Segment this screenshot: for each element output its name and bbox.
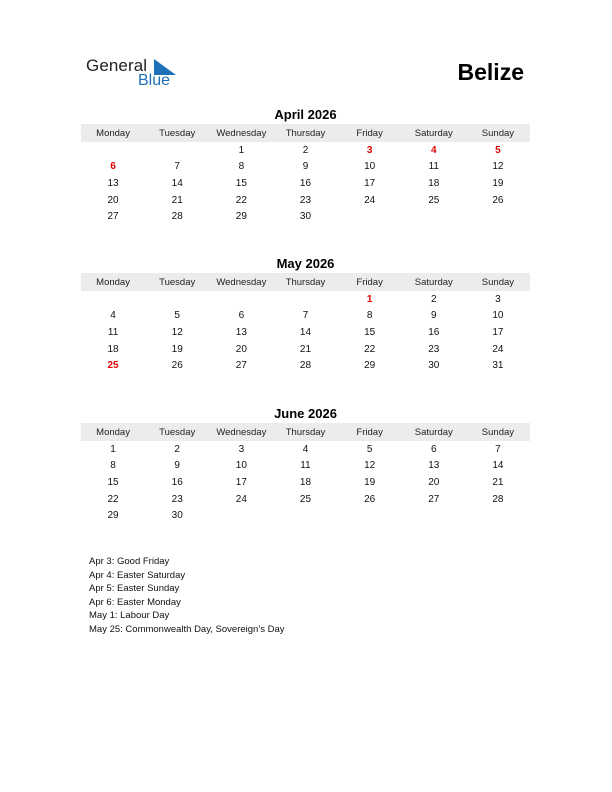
day-cell: 12 xyxy=(492,161,504,173)
day-cell: 24 xyxy=(235,493,247,505)
day-cell: 2 xyxy=(430,293,437,305)
day-cell: 12 xyxy=(171,326,183,338)
day-cell: 15 xyxy=(235,177,247,189)
day-cell: 5 xyxy=(174,310,180,322)
month-grid xyxy=(81,291,530,374)
day-cell: 28 xyxy=(171,211,183,223)
holiday-notes xyxy=(89,555,285,637)
day-cell: 23 xyxy=(428,343,440,355)
day-cell: 14 xyxy=(299,326,312,338)
day-cell: 29 xyxy=(107,510,119,522)
weekday-header xyxy=(81,273,530,291)
day-cell: 25 xyxy=(428,194,440,206)
holiday-note: Apr 6: Easter Monday xyxy=(89,596,181,608)
month-title: May 2026 xyxy=(276,256,335,271)
day-cell: 5 xyxy=(495,144,501,156)
weekday-label: Friday xyxy=(356,127,383,139)
week-row xyxy=(81,175,530,192)
weekday-label: Saturday xyxy=(414,276,453,288)
day-cell: 19 xyxy=(492,177,504,189)
day-cell: 16 xyxy=(428,326,440,338)
day-cell: 14 xyxy=(492,460,504,472)
day-cell: 28 xyxy=(492,493,504,505)
day-cell: 2 xyxy=(302,144,309,156)
day-cell: 24 xyxy=(492,343,504,355)
holiday-note: Apr 4: Easter Saturday xyxy=(89,569,186,581)
day-cell: 17 xyxy=(235,476,247,488)
day-cell: 7 xyxy=(495,443,501,455)
day-cell: 8 xyxy=(366,310,373,322)
day-cell: 2 xyxy=(174,443,180,455)
day-cell: 11 xyxy=(107,326,119,338)
day-cell: 26 xyxy=(171,360,183,372)
logo-text-general: General xyxy=(86,56,148,75)
day-cell: 22 xyxy=(235,194,247,206)
day-cell: 27 xyxy=(107,211,119,223)
week-row xyxy=(81,507,530,524)
day-cell: 10 xyxy=(364,161,376,173)
day-cell: 7 xyxy=(302,310,309,322)
day-cell: 14 xyxy=(171,177,183,189)
day-cell: 22 xyxy=(107,493,119,505)
weekday-label: Wednesday xyxy=(216,276,267,288)
week-row xyxy=(81,324,530,341)
weekday-label: Sunday xyxy=(481,127,515,139)
holiday-note: May 1: Labour Day xyxy=(89,610,170,622)
day-cell: 13 xyxy=(107,177,119,189)
weekday-label: Saturday xyxy=(414,127,453,139)
day-cell: 13 xyxy=(235,326,247,338)
month-june xyxy=(81,405,530,524)
country-title: Belize xyxy=(457,59,524,85)
month-april xyxy=(81,106,530,225)
day-cell: 31 xyxy=(492,360,504,372)
day-cell: 1 xyxy=(110,443,116,455)
day-cell: 22 xyxy=(364,343,376,355)
logo xyxy=(86,56,186,96)
day-cell: 1 xyxy=(238,144,245,156)
day-cell: 20 xyxy=(107,194,119,206)
day-cell: 10 xyxy=(235,460,247,472)
weekday-label: Thursday xyxy=(285,127,326,139)
day-cell: 21 xyxy=(299,343,312,355)
day-cell: 20 xyxy=(428,476,440,488)
day-cell: 13 xyxy=(428,460,440,472)
day-cell: 28 xyxy=(299,360,312,372)
day-cell: 26 xyxy=(364,493,376,505)
logo-text-blue: Blue xyxy=(138,72,171,89)
weekday-label: Monday xyxy=(96,426,130,438)
weekday-header xyxy=(81,423,530,441)
day-cell: 30 xyxy=(171,510,183,522)
day-cell: 8 xyxy=(110,460,116,472)
weekday-label: Thursday xyxy=(285,276,326,288)
month-grid xyxy=(81,142,530,225)
day-cell: 20 xyxy=(235,343,247,355)
weekday-label: Wednesday xyxy=(216,127,267,139)
weekday-header xyxy=(81,124,530,142)
day-cell: 3 xyxy=(495,293,501,305)
day-cell: 26 xyxy=(492,194,504,206)
day-cell: 29 xyxy=(235,211,247,223)
day-cell: 6 xyxy=(430,443,437,455)
week-row xyxy=(81,491,530,508)
day-cell: 19 xyxy=(364,476,376,488)
day-cell: 16 xyxy=(299,177,312,189)
month-title: June 2026 xyxy=(274,406,337,421)
day-cell: 12 xyxy=(364,460,376,472)
week-row xyxy=(81,441,530,458)
day-cell: 23 xyxy=(299,194,312,206)
weekday-label: Saturday xyxy=(414,426,453,438)
weekday-label: Monday xyxy=(96,276,130,288)
day-cell: 4 xyxy=(302,443,309,455)
weekday-label: Friday xyxy=(356,276,383,288)
weekday-label: Wednesday xyxy=(216,426,267,438)
day-cell: 29 xyxy=(364,360,376,372)
day-cell: 11 xyxy=(300,460,311,472)
holiday-note: Apr 3: Good Friday xyxy=(89,556,170,567)
week-row xyxy=(81,458,530,475)
weekday-label: Tuesday xyxy=(159,426,196,438)
day-cell: 30 xyxy=(428,360,440,372)
week-row xyxy=(81,341,530,358)
weekday-label: Sunday xyxy=(481,276,515,288)
week-row xyxy=(81,142,530,159)
week-row xyxy=(81,159,530,176)
day-cell: 10 xyxy=(492,310,504,322)
day-cell: 18 xyxy=(107,343,119,355)
day-cell: 27 xyxy=(235,360,247,372)
weekday-label: Friday xyxy=(356,426,383,438)
day-cell: 17 xyxy=(492,326,504,338)
weekday-label: Tuesday xyxy=(159,276,196,288)
day-cell: 4 xyxy=(430,144,437,156)
day-cell: 3 xyxy=(366,144,373,156)
day-cell: 5 xyxy=(366,443,373,455)
day-cell: 7 xyxy=(174,161,180,173)
week-row xyxy=(81,192,530,209)
month-may xyxy=(81,255,530,374)
month-grid xyxy=(81,441,530,524)
day-cell: 9 xyxy=(302,161,309,173)
day-cell: 9 xyxy=(430,310,437,322)
weekday-label: Tuesday xyxy=(159,127,196,139)
day-cell: 15 xyxy=(364,326,376,338)
day-cell: 17 xyxy=(364,177,376,189)
day-cell: 23 xyxy=(171,493,183,505)
day-cell: 21 xyxy=(492,476,504,488)
day-cell: 21 xyxy=(171,194,183,206)
holiday-note: May 25: Commonwealth Day, Sovereign’s Day xyxy=(89,623,285,635)
weekday-label: Sunday xyxy=(481,426,515,438)
week-row xyxy=(81,357,530,374)
day-cell: 6 xyxy=(110,161,116,173)
day-cell: 24 xyxy=(364,194,376,206)
week-row xyxy=(81,308,530,325)
week-row xyxy=(81,208,530,225)
day-cell: 18 xyxy=(428,177,440,189)
day-cell: 30 xyxy=(299,211,312,223)
day-cell: 3 xyxy=(238,443,245,455)
weekday-label: Monday xyxy=(96,127,130,139)
weekday-label: Thursday xyxy=(285,426,326,438)
week-row xyxy=(81,474,530,491)
month-title: April 2026 xyxy=(274,107,337,122)
day-cell: 1 xyxy=(366,293,373,305)
day-cell: 25 xyxy=(107,360,119,372)
week-row xyxy=(81,291,530,308)
day-cell: 15 xyxy=(107,476,119,488)
day-cell: 16 xyxy=(171,476,183,488)
day-cell: 9 xyxy=(174,460,180,472)
day-cell: 11 xyxy=(428,161,439,173)
day-cell: 25 xyxy=(299,493,312,505)
day-cell: 19 xyxy=(171,343,183,355)
day-cell: 4 xyxy=(110,310,116,322)
day-cell: 27 xyxy=(428,493,440,505)
day-cell: 18 xyxy=(299,476,312,488)
day-cell: 6 xyxy=(238,310,245,322)
holiday-note: Apr 5: Easter Sunday xyxy=(89,583,180,595)
day-cell: 8 xyxy=(238,161,245,173)
